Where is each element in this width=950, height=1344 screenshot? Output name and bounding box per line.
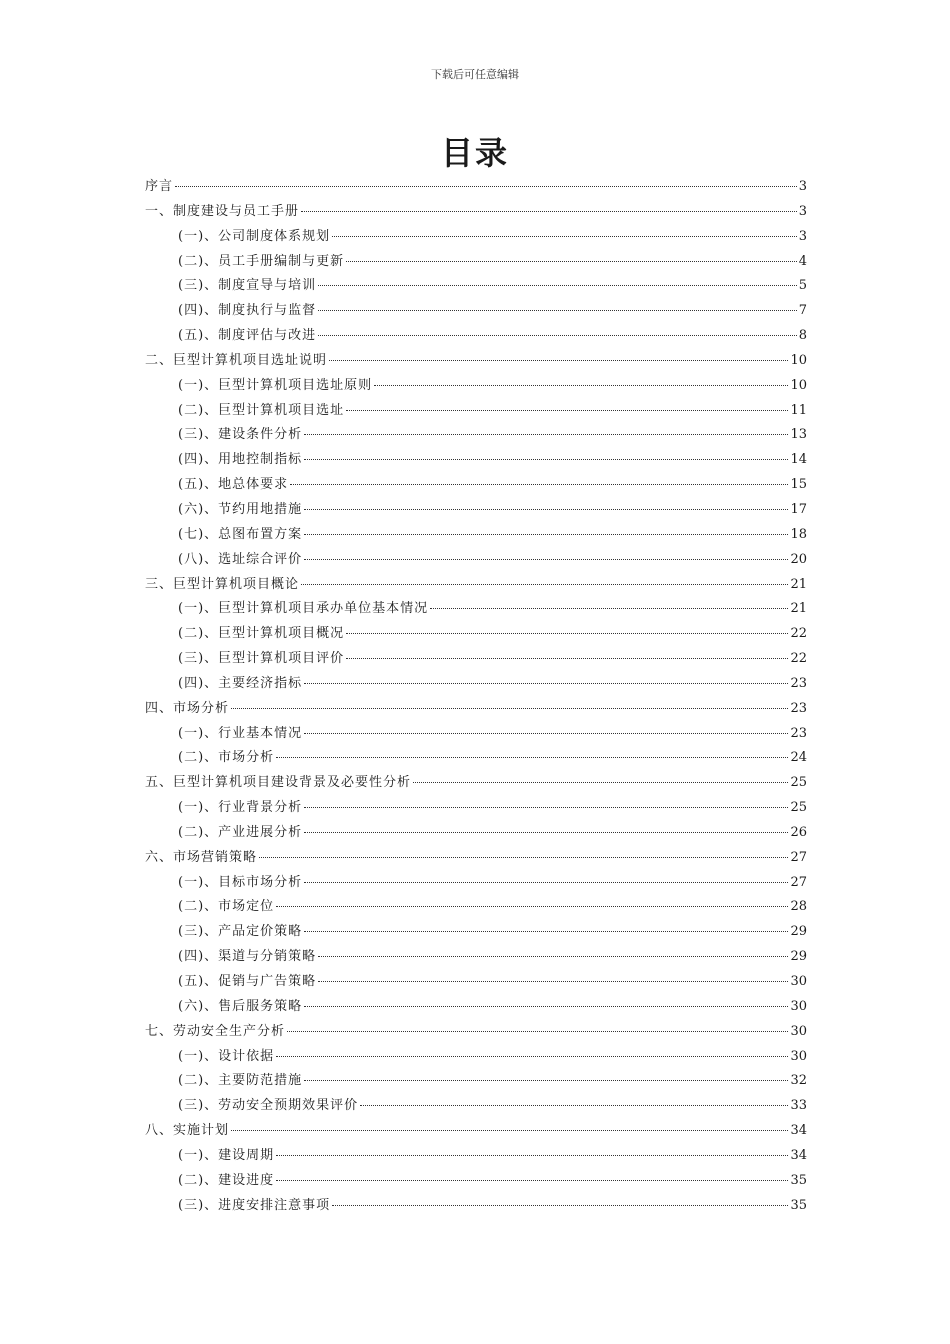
dot-leader: [332, 1205, 788, 1206]
toc-entry-title: 八、实施计划: [145, 1123, 230, 1139]
dot-leader: [259, 857, 788, 858]
toc-entry[interactable]: [145, 299, 807, 324]
toc-entry-page-number: 10: [790, 352, 807, 368]
toc-entry-title: (二)、巨型计算机项目概况: [178, 626, 345, 642]
dot-leader: [318, 981, 788, 982]
toc-entry-title: (五)、制度评估与改进: [178, 328, 317, 344]
dot-leader: [304, 683, 788, 684]
toc-entry[interactable]: [145, 1069, 807, 1094]
toc-entry-title: 一、制度建设与员工手册: [145, 203, 300, 219]
toc-entry[interactable]: [145, 250, 807, 275]
toc-entry-title: (三)、进度安排注意事项: [178, 1197, 331, 1213]
toc-entry[interactable]: [145, 647, 807, 672]
toc-entry-page-number: 30: [790, 998, 807, 1014]
toc-entry-page-number: 17: [790, 501, 807, 517]
toc-entry-title: 四、市场分析: [145, 700, 230, 716]
toc-entry-title: (五)、地总体要求: [178, 477, 289, 493]
toc-entry[interactable]: [145, 895, 807, 920]
toc-entry-title: (二)、主要防范措施: [178, 1073, 303, 1089]
toc-entry-title: 五、巨型计算机项目建设背景及必要性分析: [145, 775, 412, 791]
dot-leader: [304, 534, 788, 535]
toc-entry[interactable]: [145, 1020, 807, 1045]
toc-entry-page-number: 7: [798, 303, 807, 319]
toc-entry-page-number: 34: [790, 1123, 807, 1139]
toc-entry-page-number: 10: [790, 377, 807, 393]
toc-entry-page-number: 3: [798, 179, 807, 194]
toc-entry[interactable]: [145, 548, 807, 573]
toc-entry[interactable]: [145, 846, 807, 871]
dot-leader: [304, 1006, 788, 1007]
dot-leader: [276, 906, 788, 907]
toc-entry-page-number: 3: [798, 203, 807, 219]
toc-entry-title: (二)、市场定位: [178, 899, 275, 915]
dot-leader: [304, 459, 788, 460]
toc-entry[interactable]: [145, 746, 807, 771]
toc-entry[interactable]: [145, 622, 807, 647]
toc-entry-page-number: 29: [790, 924, 807, 940]
toc-entry-title: (二)、员工手册编制与更新: [178, 253, 345, 269]
toc-entry-title: (三)、建设条件分析: [178, 427, 303, 443]
toc-entry[interactable]: [145, 597, 807, 622]
dot-leader: [360, 1105, 788, 1106]
dot-leader: [276, 1155, 788, 1156]
toc-entry-page-number: 23: [790, 675, 807, 691]
toc-entry-page-number: 32: [790, 1073, 807, 1089]
dot-leader: [318, 335, 797, 336]
dot-leader: [304, 807, 788, 808]
toc-entry-title: (六)、售后服务策略: [178, 998, 303, 1014]
toc-entry[interactable]: [145, 697, 807, 722]
toc-entry[interactable]: [145, 374, 807, 399]
toc-entry-page-number: 18: [790, 526, 807, 542]
dot-leader: [304, 832, 788, 833]
toc-entry-title: (四)、渠道与分销策略: [178, 949, 317, 965]
toc-entry[interactable]: [145, 722, 807, 747]
toc-entry-title: 二、巨型计算机项目选址说明: [145, 352, 328, 368]
toc-entry-title: (四)、用地控制指标: [178, 452, 303, 468]
toc-entry[interactable]: [145, 274, 807, 299]
toc-entry[interactable]: [145, 225, 807, 250]
dot-leader: [346, 633, 788, 634]
toc-entry-title: (八)、选址综合评价: [178, 551, 303, 567]
toc-entry-page-number: 22: [790, 626, 807, 642]
toc-entry-page-number: 30: [790, 1023, 807, 1039]
toc-entry-page-number: 3: [798, 228, 807, 244]
toc-entry-page-number: 26: [790, 824, 807, 840]
toc-entry-page-number: 5: [798, 278, 807, 294]
toc-entry[interactable]: [145, 1119, 807, 1144]
dot-leader: [304, 1080, 788, 1081]
toc-entry[interactable]: [145, 871, 807, 896]
toc-entry-page-number: 29: [790, 949, 807, 965]
toc-entry-title: 三、巨型计算机项目概论: [145, 576, 300, 592]
toc-entry-page-number: 28: [790, 899, 807, 915]
dot-leader: [304, 559, 788, 560]
toc-entry-title: (一)、巨型计算机项目选址原则: [178, 377, 373, 393]
toc-entry[interactable]: [145, 200, 807, 225]
toc-entry-title: (一)、行业背景分析: [178, 800, 303, 816]
dot-leader: [231, 708, 788, 709]
dot-leader: [301, 584, 788, 585]
dot-leader: [318, 956, 788, 957]
toc-entry-title: (三)、制度宣导与培训: [178, 278, 317, 294]
toc-entry-title: (三)、劳动安全预期效果评价: [178, 1098, 359, 1114]
toc-entry-page-number: 34: [790, 1147, 807, 1163]
toc-entry-page-number: 13: [790, 427, 807, 443]
dot-leader: [276, 1180, 788, 1181]
toc-entry-title: (一)、行业基本情况: [178, 725, 303, 741]
toc-entry-page-number: 33: [790, 1098, 807, 1114]
toc-entry-title: (一)、设计依据: [178, 1048, 275, 1064]
toc-entry-page-number: 11: [790, 402, 807, 418]
toc-title: 目录: [440, 134, 509, 172]
toc-entry-title: (二)、巨型计算机项目选址: [178, 402, 345, 418]
dot-leader: [276, 1056, 788, 1057]
dot-leader: [290, 484, 788, 485]
toc-entry[interactable]: [145, 175, 807, 200]
toc-entry-title: (三)、巨型计算机项目评价: [178, 651, 345, 667]
toc-entry-page-number: 14: [790, 452, 807, 468]
toc-entry-title: 六、市场营销策略: [145, 849, 258, 865]
toc-entry-page-number: 20: [790, 551, 807, 567]
toc-entry-page-number: 30: [790, 974, 807, 989]
toc-entry[interactable]: [145, 573, 807, 598]
toc-entry-page-number: 23: [790, 725, 807, 741]
dot-leader: [374, 385, 788, 386]
toc-entry-title: (二)、建设进度: [178, 1172, 275, 1188]
toc-entry-page-number: 23: [790, 700, 807, 716]
toc-entry[interactable]: [145, 349, 807, 374]
toc-entry[interactable]: [145, 399, 807, 424]
dot-leader: [430, 608, 788, 609]
toc-entry[interactable]: [145, 498, 807, 523]
toc-entry-page-number: 22: [790, 651, 807, 667]
toc-entry-title: 七、劳动安全生产分析: [145, 1023, 286, 1039]
toc-entry[interactable]: [145, 796, 807, 821]
toc-entry[interactable]: [145, 324, 807, 349]
dot-leader: [175, 186, 797, 187]
toc-entry-page-number: 27: [790, 874, 807, 890]
toc-entry-title: 序言: [145, 179, 174, 194]
header-note: 下载后可任意编辑: [431, 68, 519, 81]
toc-entry[interactable]: [145, 448, 807, 473]
dot-leader: [231, 1130, 788, 1131]
dot-leader: [304, 882, 788, 883]
toc-entry[interactable]: [145, 1045, 807, 1070]
toc-entry[interactable]: [145, 995, 807, 1020]
toc-entry-title: (六)、节约用地措施: [178, 501, 303, 517]
toc-entry[interactable]: [145, 523, 807, 548]
dot-leader: [304, 509, 788, 510]
toc-entry-title: (二)、产业进展分析: [178, 824, 303, 840]
dot-leader: [304, 931, 788, 932]
toc-entry[interactable]: [145, 920, 807, 945]
toc-entry[interactable]: [145, 1094, 807, 1119]
dot-leader: [346, 410, 788, 411]
dot-leader: [346, 658, 788, 659]
toc-entry-title: (四)、主要经济指标: [178, 675, 303, 691]
dot-leader: [413, 782, 788, 783]
toc-entry[interactable]: [145, 1194, 807, 1219]
toc-entry-page-number: 30: [790, 1048, 807, 1064]
toc-entry[interactable]: [145, 423, 807, 448]
toc-entry[interactable]: [145, 771, 807, 796]
toc-entry-page-number: 25: [790, 800, 807, 816]
toc-entry-page-number: 27: [790, 849, 807, 865]
toc-entry[interactable]: [145, 945, 807, 970]
toc-entry-page-number: 4: [798, 253, 807, 269]
dot-leader: [318, 285, 797, 286]
dot-leader: [304, 434, 788, 435]
dot-leader: [304, 733, 788, 734]
toc-entry-page-number: 35: [790, 1172, 807, 1188]
dot-leader: [276, 757, 788, 758]
toc-entry-page-number: 21: [790, 601, 807, 617]
dot-leader: [318, 310, 797, 311]
toc-entry[interactable]: [145, 473, 807, 498]
toc-entry[interactable]: [145, 1144, 807, 1169]
dot-leader: [287, 1031, 788, 1032]
toc-entry[interactable]: [145, 1169, 807, 1194]
dot-leader: [301, 211, 797, 212]
toc-entry-title: (四)、制度执行与监督: [178, 303, 317, 319]
toc-entry[interactable]: [145, 672, 807, 697]
toc-entry-page-number: 21: [790, 576, 807, 592]
toc-entry-title: (七)、总图布置方案: [178, 526, 303, 542]
toc-entry-page-number: 25: [790, 775, 807, 791]
toc-entry-title: (一)、建设周期: [178, 1147, 275, 1163]
toc-entry-page-number: 15: [790, 477, 807, 493]
toc-entry-title: (一)、目标市场分析: [178, 874, 303, 890]
toc-entry-title: (一)、公司制度体系规划: [178, 228, 331, 244]
toc-entry[interactable]: [145, 821, 807, 846]
dot-leader: [346, 261, 797, 262]
toc-entry-title: (一)、巨型计算机项目承办单位基本情况: [178, 601, 429, 617]
toc-entry-page-number: 8: [798, 328, 807, 344]
dot-leader: [332, 236, 797, 237]
toc-entry-page-number: 35: [790, 1197, 807, 1213]
toc-entry[interactable]: [145, 970, 807, 995]
dot-leader: [329, 360, 788, 361]
toc-entry-page-number: 24: [790, 750, 807, 766]
toc-entry-title: (五)、促销与广告策略: [178, 974, 317, 989]
toc-entry-title: (二)、市场分析: [178, 750, 275, 766]
toc-entry-title: (三)、产品定价策略: [178, 924, 303, 940]
table-of-contents: [145, 175, 807, 1218]
